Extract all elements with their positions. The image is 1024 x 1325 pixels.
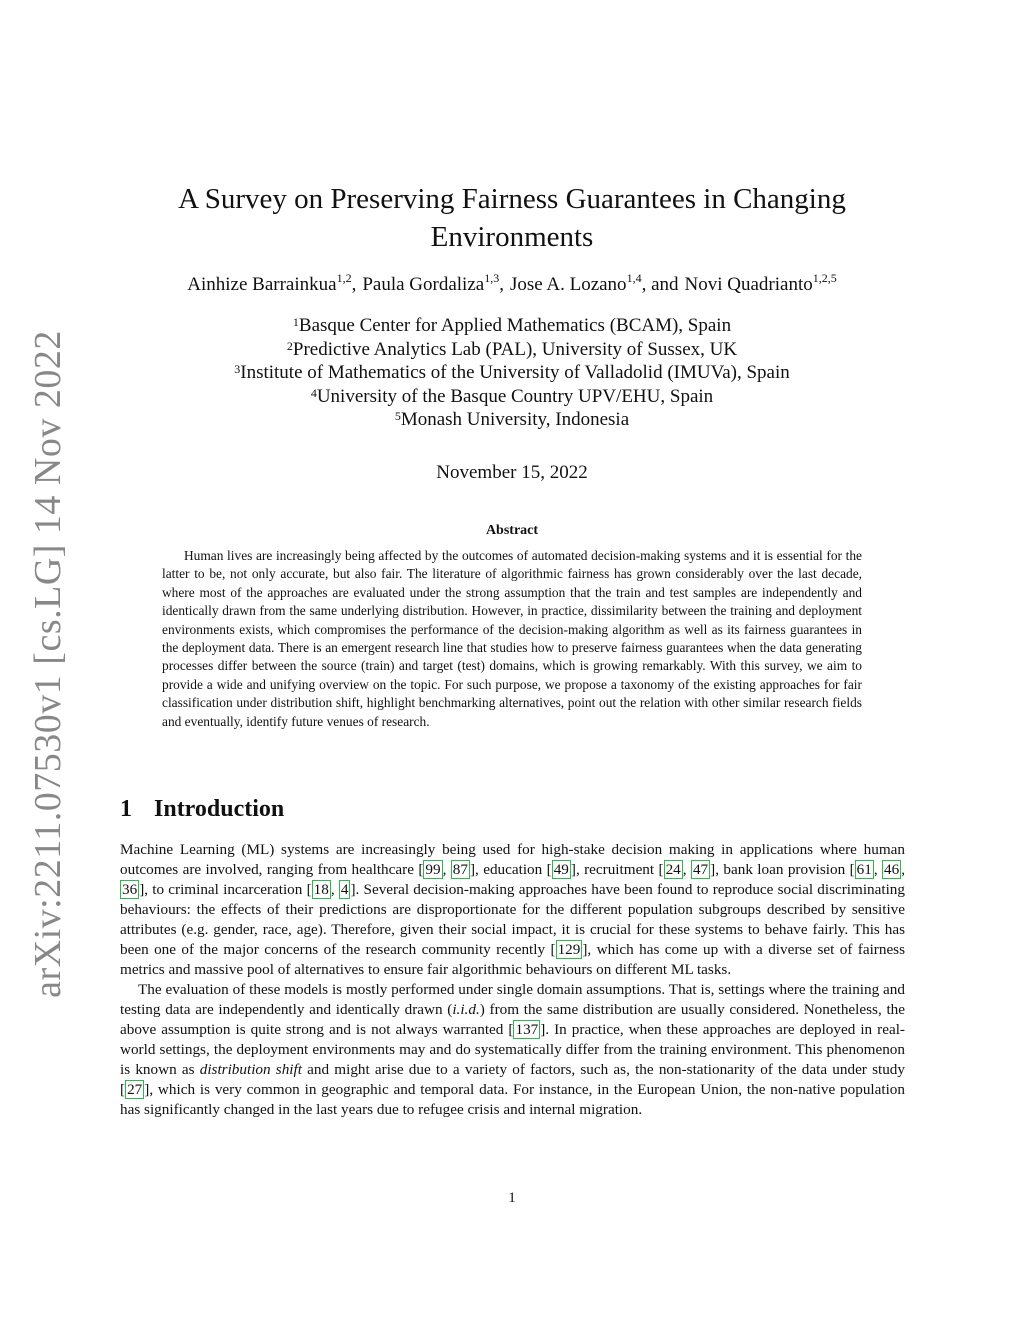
citation-link[interactable]: 47 bbox=[692, 861, 709, 878]
arxiv-stamp-text: arXiv:2211.07530v1 [cs.LG] 14 Nov 2022 bbox=[27, 330, 69, 998]
paper-date: November 15, 2022 bbox=[436, 462, 588, 483]
section-title: Introduction bbox=[154, 796, 285, 822]
citation-link[interactable]: 4 bbox=[340, 881, 349, 898]
paragraph-text: , bbox=[682, 861, 691, 878]
author bbox=[362, 271, 510, 295]
abstract-heading: Abstract bbox=[485, 523, 539, 538]
paragraph-text: , to criminal incarceration bbox=[144, 881, 307, 898]
citation-link[interactable]: 87 bbox=[452, 861, 468, 878]
affiliation-text: Basque Center for Applied Mathematics (BCAM), Spain bbox=[298, 315, 732, 336]
paragraph-text: , which is very common in geographic and temporal data. For instance, in the European Union, the non-native population has significantly changed in the last years due to refugee crisis and internal migration. bbox=[120, 1081, 905, 1118]
body-text bbox=[120, 840, 905, 1120]
affiliation bbox=[120, 314, 904, 338]
author-separator: , and bbox=[641, 274, 679, 295]
citation-link[interactable]: 36 bbox=[122, 881, 138, 898]
body-paragraph: Machine Learning (ML) systems are increasingly being used for high-stake decision making in applications where human outcomes are involved, ranging from healthcare [ 99 , 87 ], education [ 49 ], recruitment [ 24 , 47 ], bank loan provision [ 61 , 46 , 36 ], to criminal incarceration [ 18 , 4 ]. Several decision-making approaches have been found to reproduce social discriminating behaviours: the effects of their predictions are disproportionate for the different population subgroups described by sensitive attributes (e.g. gender, race, age). Therefore, given their social impact, it is crucial for these systems to behave fairly. This has been one of the major concerns of the research community recently [ 129 ], which has come up with a diverse set of fairness metrics and massive pool of alternatives to ensure fair algorithmic behaviours on different ML tasks. bbox=[120, 841, 906, 978]
citation-link[interactable]: 61 bbox=[856, 861, 872, 878]
citation-link[interactable]: 18 bbox=[313, 881, 329, 898]
emphasis-text: i.i.d. bbox=[452, 1001, 480, 1018]
paragraph-text: and might arise due to a variety of factors, such as, the non-stationarity of the data under study bbox=[301, 1061, 905, 1078]
paper-title: A Survey on Preserving Fairness Guarantees in Changing Environments bbox=[178, 183, 846, 253]
section-number: 1 bbox=[120, 796, 132, 822]
citation-link[interactable]: 46 bbox=[884, 861, 900, 878]
affiliation-text: Monash University, Indonesia bbox=[400, 409, 630, 430]
affiliation bbox=[120, 361, 904, 385]
paragraph-text: , bbox=[901, 861, 906, 878]
affiliation-marker: 3 bbox=[234, 362, 241, 376]
paragraph-text: Machine Learning (ML) systems are increasingly being used for high-stake decision making in applications where human outcomes are involved, ranging from healthcare bbox=[120, 841, 905, 878]
author bbox=[187, 271, 362, 295]
affiliation bbox=[120, 385, 904, 409]
author-name: Novi Quadrianto bbox=[684, 274, 813, 295]
emphasis-text: distribution shift bbox=[199, 1061, 302, 1078]
paragraph-text: , bbox=[330, 881, 339, 898]
affiliation-marker: 2 bbox=[286, 338, 293, 353]
paragraph-text: , education bbox=[475, 861, 547, 878]
author-affiliation-marker: 1,4 bbox=[626, 271, 642, 285]
author-name: Paula Gordaliza bbox=[362, 274, 485, 295]
body-paragraph: The evaluation of these models is mostly performed under single domain assumptions. That is, settings where the training and testing data are independently and identically drawn (i.i.d.) from the same distribution are usually considered. Nonetheless, the above assumption is quite strong and is not always warranted [ 137 ]. In practice, when these approaches are deployed in real-world settings, the deployment environments may and do systematically differ from the training environment. This phenomenon is known as distribution shift and might arise due to a variety of factors, such as, the non-stationarity of the data under study [ 27 ], which is very common in geographic and temporal data. For instance, in the European Union, the non-native population has significantly changed in the last years due to refugee crisis and internal migration. bbox=[120, 981, 905, 1118]
paragraph-text: . Several decision-making approaches have been found to reproduce social discriminating behaviours: the effects of their predictions are disproportionate for the different population subgroups described by sensitive attributes (e.g. gender, race, age). Therefore, given their social impact, it is crucial for these systems to behave fairly. This has been one of the major concerns of the research community recently bbox=[120, 881, 905, 958]
citation-link[interactable]: 137 bbox=[515, 1021, 539, 1038]
author-list bbox=[120, 271, 904, 296]
paragraph-text: . In practice, when these approaches are deployed in real-world settings, the deployment environments may and do systematically differ from the training environment. This phenomenon is known as bbox=[120, 1021, 905, 1078]
author-affiliation-marker: 1,3 bbox=[484, 271, 500, 285]
paragraph-text: , which has come up with a diverse set of fairness metrics and massive pool of alternatives to ensure fair algorithmic behaviours on different ML tasks. bbox=[120, 941, 906, 978]
citation-link[interactable]: 49 bbox=[553, 861, 569, 878]
paragraph-text: , recruitment bbox=[575, 861, 659, 878]
paragraph-text: The evaluation of these models is mostly performed under single domain assumptions. That is, settings where the training and testing data are independently and identically drawn ( bbox=[120, 981, 905, 1018]
citation-link[interactable]: 27 bbox=[127, 1081, 143, 1098]
page-number: 1 bbox=[508, 1190, 516, 1206]
citation-link[interactable]: 129 bbox=[557, 941, 581, 958]
affiliation-text: University of the Basque Country UPV/EHU, Spain bbox=[316, 385, 714, 407]
affiliation-marker: 1 bbox=[292, 315, 299, 329]
paragraph-text: ) from the same distribution are usually considered. Nonetheless, the above assumption is quite strong and is not always warranted bbox=[120, 1001, 905, 1038]
author-affiliation-marker: 1,2,5 bbox=[812, 271, 837, 285]
affiliation-marker: 5 bbox=[394, 409, 401, 423]
author-separator: , bbox=[351, 274, 357, 295]
affiliation bbox=[120, 338, 904, 362]
paragraph-text: , bbox=[442, 861, 451, 878]
affiliation-marker: 4 bbox=[310, 385, 317, 400]
author-name: Ainhize Barrainkua bbox=[187, 274, 337, 295]
affiliation-list bbox=[120, 314, 904, 432]
affiliation-text: Institute of Mathematics of the University of Valladolid (IMUVa), Spain bbox=[240, 362, 790, 383]
abstract-text: Human lives are increasingly being affected by the outcomes of automated decision-making systems and it is essential for the latter to be, not only accurate, but also fair. The literature of algorithmic fairness has grown considerably over the last decade, where most of the approaches are evaluated under the strong assumption that the train and test samples are independently and identically drawn from the same underlying distribution. However, in practice, dissimilarity between the training and deployment environments exists, which compromises the performance of the decision-making algorithm as well as its fairness guarantees in the deployment data. There is an emergent research line that studies how to preserve fairness guarantees when the data generating processes differ between the source (train) and target (test) domains, which is growing remarkably. With this survey, we aim to provide a wide and unifying overview on the topic. For such purpose, we propose a taxonomy of the existing approaches for fair classification under distribution shift, highlight benchmarking alternatives, point out the relation with other similar research fields and eventually, identify future venues of research. bbox=[162, 548, 862, 729]
affiliation-text: Predictive Analytics Lab (PAL), University of Sussex, UK bbox=[292, 338, 738, 360]
paragraph-text: , bank loan provision bbox=[715, 861, 850, 878]
abstract bbox=[162, 547, 862, 731]
author-separator: , bbox=[499, 274, 504, 295]
author bbox=[684, 271, 837, 295]
paragraph-text: , bbox=[873, 861, 883, 878]
author-name: Jose A. Lozano bbox=[509, 274, 627, 295]
citation-link[interactable]: 99 bbox=[425, 861, 441, 878]
section-heading bbox=[120, 796, 284, 823]
author bbox=[509, 271, 685, 295]
affiliation bbox=[120, 408, 904, 432]
author-affiliation-marker: 1,2 bbox=[336, 271, 352, 285]
citation-link[interactable]: 24 bbox=[665, 861, 681, 878]
